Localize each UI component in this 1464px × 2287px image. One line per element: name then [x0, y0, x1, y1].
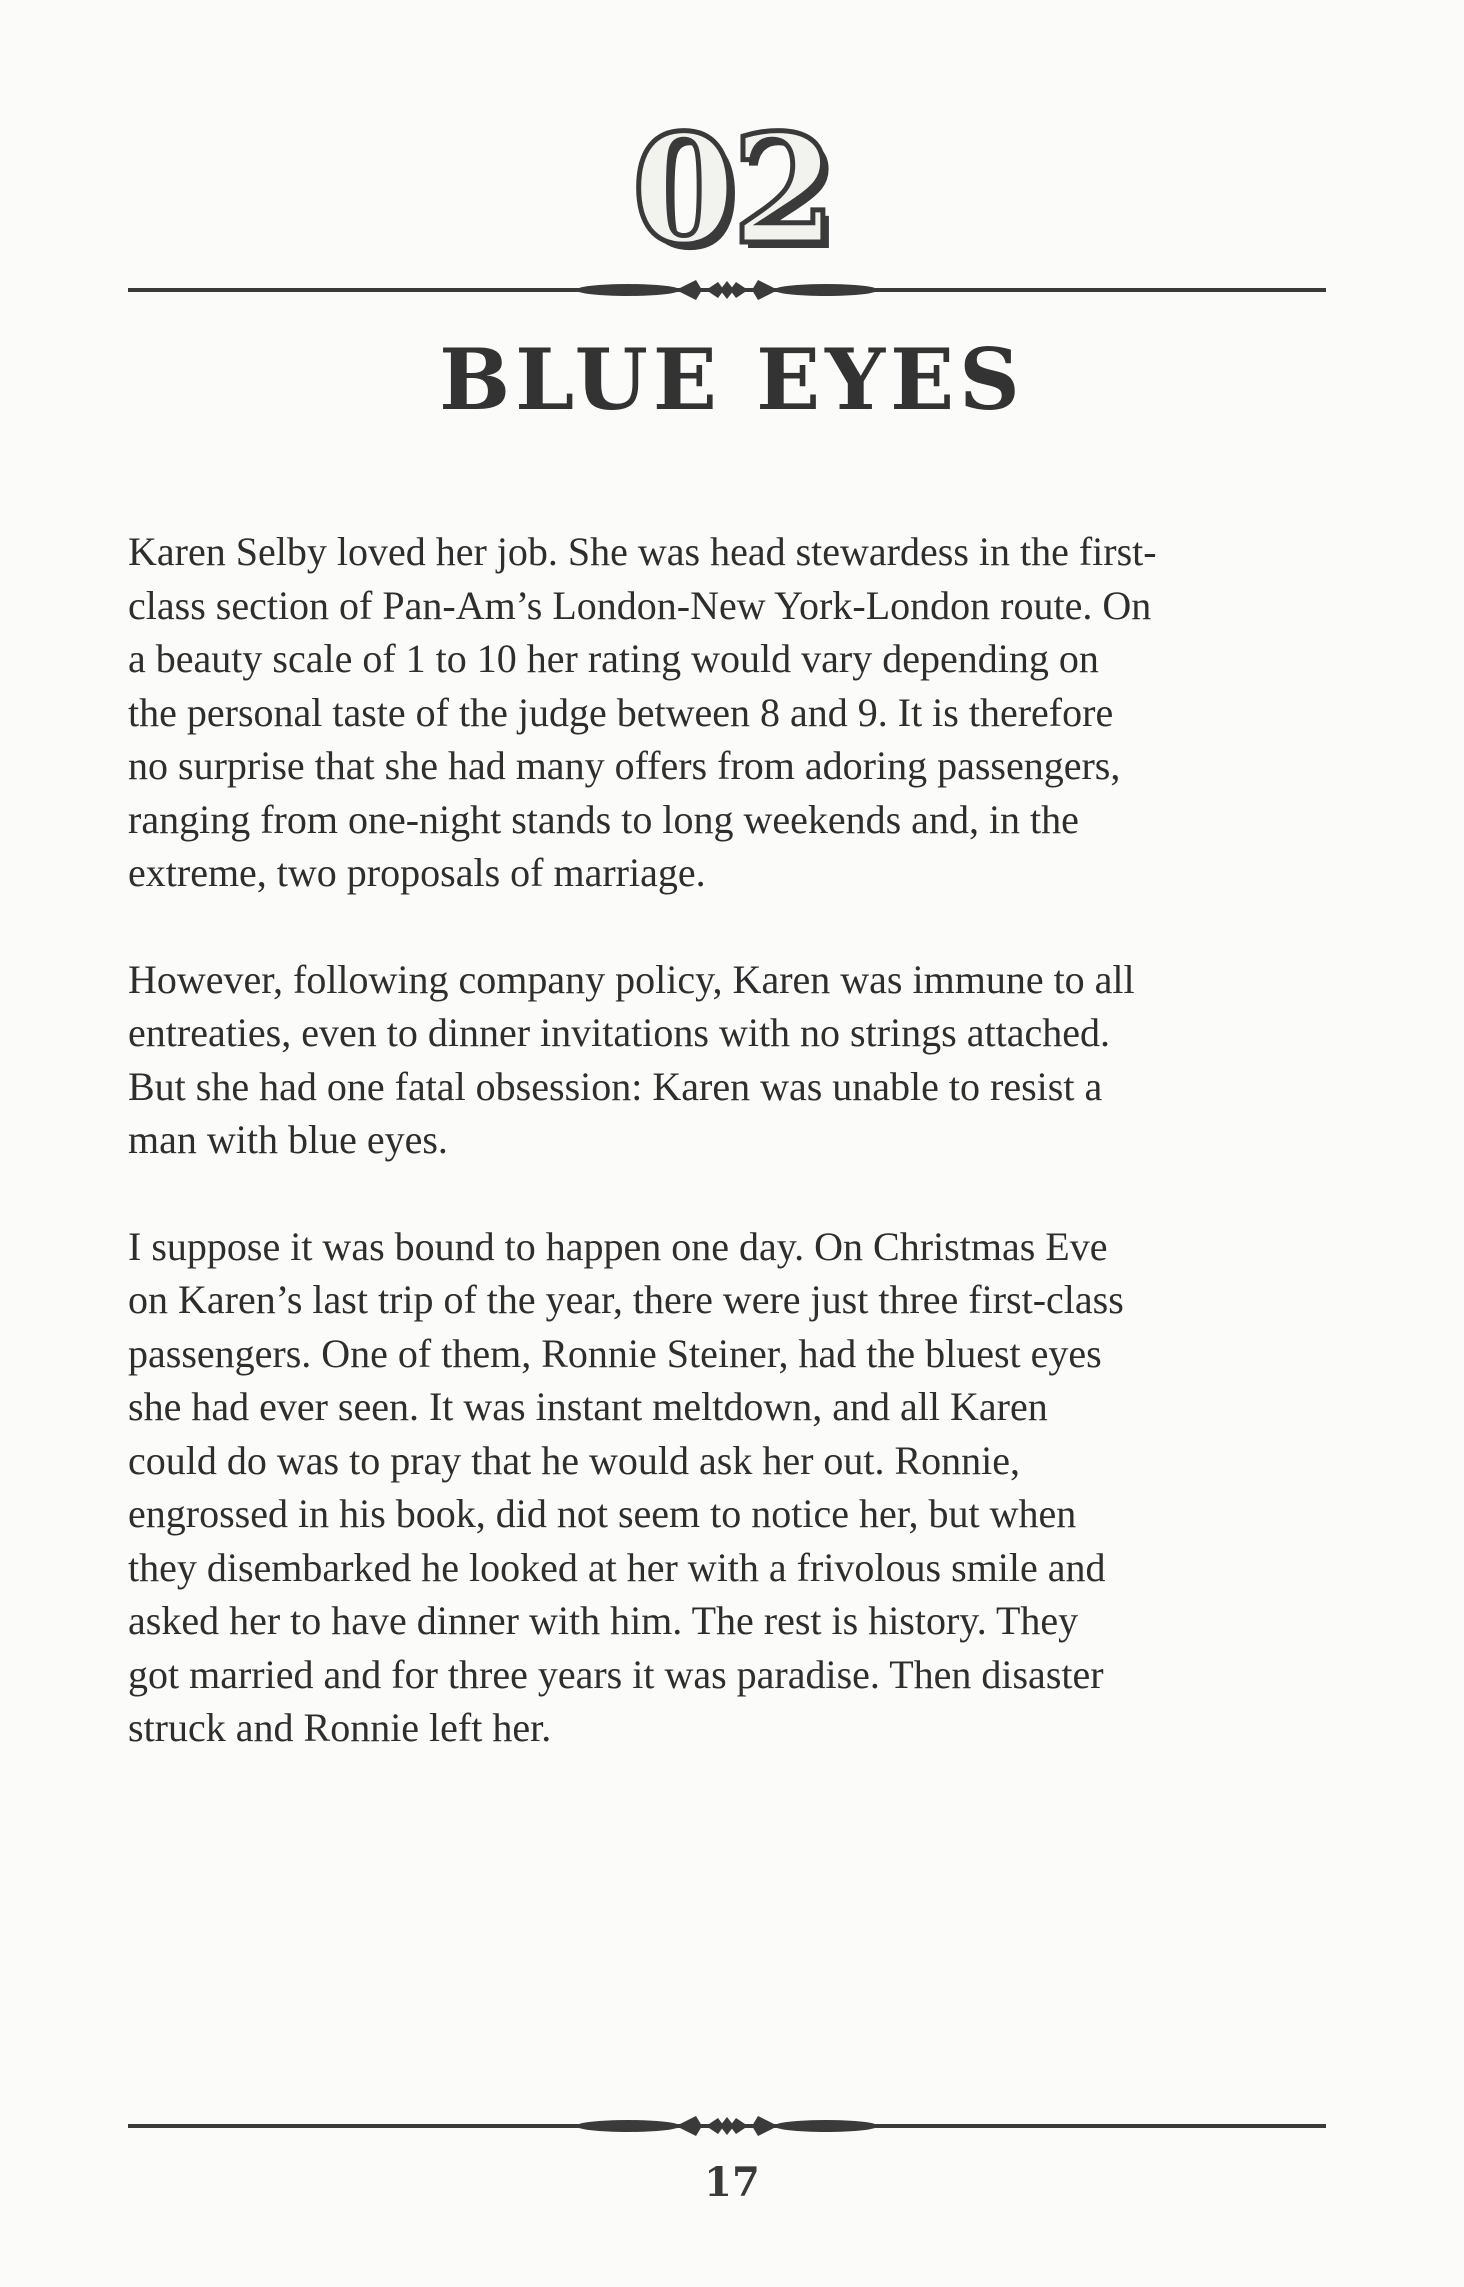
text-line: Karen Selby loved her job. She was head stewardess in the first- [128, 529, 1157, 574]
flourish-ornament-icon [128, 270, 1326, 310]
paragraph-1 [128, 525, 1328, 900]
text-line: on Karen’s last trip of the year, there were just three first-class [128, 1277, 1124, 1322]
chapter-body [128, 525, 1328, 1808]
flourish-ornament-icon [128, 2106, 1326, 2146]
text-line: I suppose it was bound to happen one day. On Christmas Eve [128, 1223, 1108, 1269]
text-line: passengers. One of them, Ronnie Steiner, had the bluest eyes [128, 1330, 1102, 1376]
text-line: got married and for three years it was paradise. Then disaster [128, 1651, 1104, 1697]
text-line: a beauty scale of 1 to 10 her rating would vary depending on [128, 636, 1099, 681]
text-line: But she had one fatal obsession: Karen was unable to resist a [128, 1063, 1103, 1109]
ornamental-divider-bottom [128, 2106, 1326, 2146]
ornamental-divider-top [128, 270, 1326, 310]
text-line: extreme, two proposals of marriage. [128, 850, 706, 895]
page-number: 17 [704, 2159, 760, 2206]
paragraph-3 [128, 1220, 1328, 1755]
text-line: struck and Ronnie left her. [128, 1705, 552, 1750]
text-line: no surprise that she had many offers from adoring passengers, [128, 743, 1121, 788]
text-line: class section of Pan-Am’s London-New York-London route. On [128, 582, 1152, 628]
text-line: man with blue eyes. [128, 1117, 448, 1162]
text-line: the personal taste of the judge between 8 and 9. It is therefore [128, 689, 1114, 735]
paragraph-2 [128, 953, 1328, 1167]
text-line: However, following company policy, Karen was immune to all [128, 956, 1135, 1002]
text-line: engrossed in his book, did not seem to notice her, but when [128, 1491, 1077, 1536]
text-line: she had ever seen. It was instant meltdown, and all Karen [128, 1384, 1048, 1429]
text-line: entreaties, even to dinner invitations with no strings attached. [128, 1010, 1110, 1055]
text-line: asked her to have dinner with him. The rest is history. They [128, 1598, 1079, 1643]
text-line: ranging from one-night stands to long weekends and, in the [128, 796, 1079, 842]
text-line: they disembarked he looked at her with a frivolous smile and [128, 1544, 1106, 1590]
text-line: could do was to pray that he would ask her out. Ronnie, [128, 1437, 1021, 1483]
chapter-title: BLUE EYES [439, 330, 1025, 429]
chapter-number: 02 [631, 102, 833, 278]
